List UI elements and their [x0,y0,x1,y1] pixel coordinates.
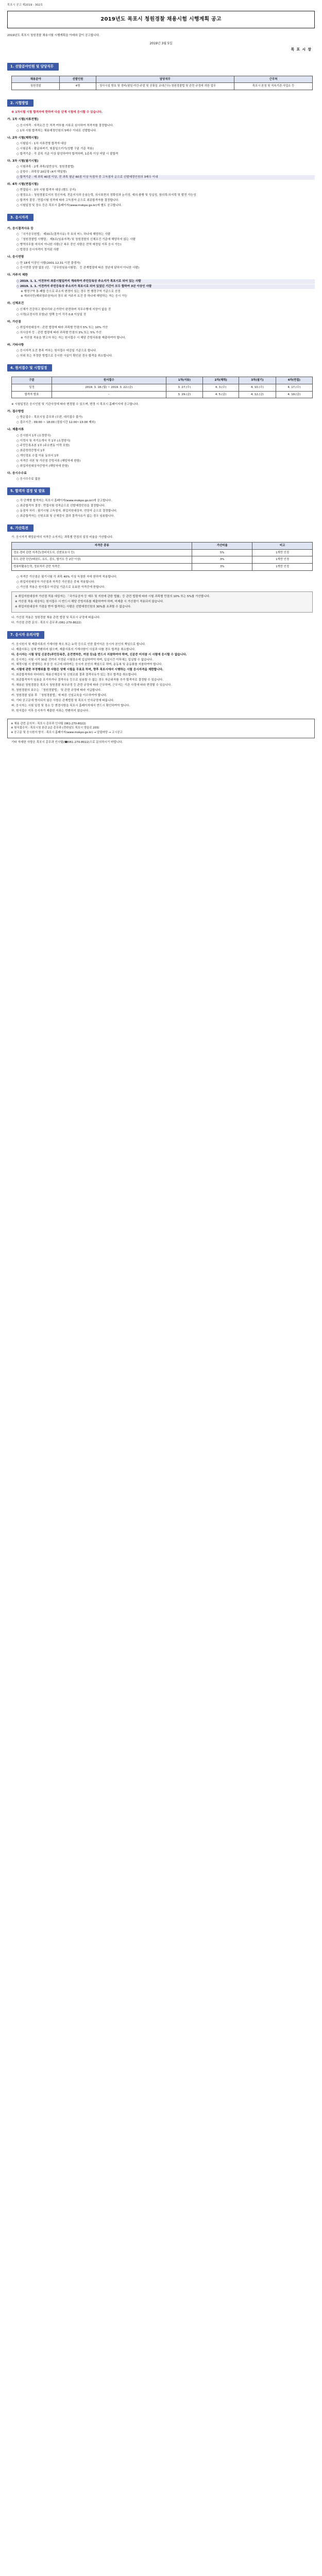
subsection-title: 나. 응시연령 [7,256,24,259]
list-item: 자. 채용된 청원경찰은 목포시 청원경찰 복무규정 등 관련 규정에 따라 근무하며, 근무지는 기관 사정에 따라 변경될 수 있습니다. [11,684,172,687]
list-item: ○ 자격증 사본 및 가산점 증빙서류 (해당자에 한함) [16,460,81,463]
list-item: ○ 2019. 1. 1. 이전부터 최종시험일까지 계속하여 주민등록상 주소지가 목포시로 되어 있는 사람 [16,279,315,284]
section-lead: ※ 1차시험 시험 합격자에 한하여 다음 단계 시험에 응시할 수 있습니다. [11,111,103,114]
list-item: ○ 「국가공무원법」 제33조(결격사유) 각 호의 어느 하나에 해당하는 사람 [16,233,111,236]
list-item: ○ 응시원서 1부 (소정양식) [16,434,51,437]
list-item: ○ 법령상 응시자격이 정지된 사람 [16,248,59,252]
positions-table-wrap [11,76,313,90]
notice-number: 목포시 공고 제2019 - 302호 [7,4,43,7]
list-item: ○ 시력(교정시력 포함)은 양쪽 눈이 각각 0.8 이상일 것 [16,313,87,316]
list-item: ○ 만 18세 이상인 사람(2001.12.31 이전 출생자) [16,261,80,265]
section-1 [7,58,315,90]
table-header: 3차(필기) [239,377,276,384]
table-cell: 컴퓨터활용능력, 정보처리 관련 자격증 [12,564,192,571]
table-cell: 1개만 인정 [252,556,313,564]
section-heading: 4. 원서접수 및 시험일정 [7,364,52,372]
table-row [12,549,313,556]
title-box [7,11,315,28]
list-item: ○ 최종합격자 결정 : 면접시험 성적순으로 선발예정인원을 결정합니다. [16,504,106,507]
list-item: ○ 자격증 가산점은 필기시험 각 과목 40% 이상 득점한 자에 한하여 적용합니다. [16,575,117,579]
table-header: 1차(서류) [166,377,202,384]
list-item: 나. 가산점 적용은 청원경찰 채용 관련 법령 및 목포시 규정에 따릅니다. [11,616,100,620]
section-5 [7,482,315,518]
table-header: 비고 [252,543,313,550]
list-item: ○ 합격기준 : 매 과목 40점 이상, 전 과목 평균 60점 이상 득점자 중 고득점자 순으로 선발예정인원의 3배수 이내 [16,175,315,180]
subsection-title: 나. 제출서류 [7,428,24,432]
contact-line: ※ 공고문 및 응시원서 양식 : 목포시 홈페이지(www.mokpo.go.kr) → 알림마당 → 고시공고 [11,731,123,735]
list-item: ○ 병역의무를 마치지 아니한 사람(군 복무 중인 사람은 전역 예정일 이후 응시 가능) [16,243,122,247]
table-cell: 4. 5.(금) [203,391,239,398]
bonus-note-box [11,591,313,613]
list-item: ○ 취업지원대상자 가산점과 자격증 가산점은 중복 적용합니다. [16,580,95,584]
subsection-title: 나. 2차 시험(체력시험) [7,136,39,140]
subsection-title: 다. 거주지 제한 [7,274,28,277]
table-row [12,564,313,571]
table-header: 담당직무 [96,76,234,83]
table-header: 4차(면접) [276,377,312,384]
table-cell: 경호·경비 관련 자격증(경비지도사, 신변보호사 등) [12,549,192,556]
list-item: 하. 원서접수 이후 응시자가 제출한 서류는 반환하지 않습니다. [11,709,90,713]
list-item: ○ 개인정보 수집 이용 동의서 1부 [16,454,59,458]
section-heading: 3. 응시자격 [7,214,33,222]
table-header: 채용분야 [12,76,60,83]
list-item: 아. 최종합격자가 임용을 포기하거나 결격사유 등으로 임용할 수 없는 경우 차순위자를 추가 합격자로 결정할 수 있습니다. [11,679,164,682]
note-line: ※ 취업지원대상자 가산점 적용 대상자는 「국가유공자 등 예우 및 지원에 관한 법률」등 관련 법령에 따라 시험 과목별 만점의 10% 또는 5%를 가산합니다. [15,595,210,599]
table-cell: 5% [192,549,252,556]
list-item: 마. 체력시험 시 발생하는 부상 등 사고에 대하여는 응시자 본인의 책임으로 하며, 운동복 및 운동화를 지참하여야 합니다. [11,663,163,667]
table-cell: 1개만 인정 [252,549,313,556]
notice-date: 2019년 3월 5일 [149,41,173,45]
list-item: ○ 1차 시험 합격자는 채용예정인원의 5배수 이내로 선발합니다. [16,129,97,132]
section-4 [7,359,315,482]
subsection-title: 다. 3차 시험(필기시험) [7,159,39,163]
list-item: 다. 가산점 관련 문의 : 목포시 총무과 (061-270-8022) [11,621,81,625]
section-heading: 5. 합격자 결정 및 발표 [7,487,50,495]
section-heading: 1. 선발분야인원 및 담당직무 [7,63,59,71]
subsection-title: 라. 신체조건 [7,302,24,306]
table-header-row [12,377,313,384]
table-cell: 청원경찰 [12,83,60,90]
table-cell: 3. 27.(수) [166,384,202,391]
list-item: ※ 행정구역 통·폐합 등으로 주소지 변경이 있는 경우 현 행정구역 기준으로 산정 [21,290,121,293]
list-item: ○ 평정요소 : 청원경찰로서의 정신자세, 전문지식과 응용능력, 의사표현의 정확성과 논리성, 예의·품행 및 성실성, 창의력·의지력 및 발전 가능성 [16,193,196,197]
list-item: 파. 응시자는 시험 일정 및 장소 등 변경사항을 목포시 홈페이지에서 반드시 확인하여야 합니다. [11,704,130,707]
table-cell: 목포시 본청 및 직속기관·사업소 등 [234,83,313,90]
list-item: ○ 취업지원대상자 : 관련 법령에 따라 과목별 만점의 5% 또는 10% 가산 [16,326,108,329]
list-item: ○ 응시수수료 없음 [16,478,41,481]
table-header: 자격증 종류 [12,543,192,550]
list-item: 다. 응시자는 시험 당일 신분증(주민등록증, 운전면허증, 여권 등)을 반드시 지참하여야 하며, 신분증 미지참 시 시험에 응시할 수 없습니다. [11,653,187,656]
section-heading: 2. 시험방법 [7,99,33,107]
list-item: 카. 청원경찰 임용 후 「청원경찰법」에 따른 신임교육을 이수하여야 합니다. [11,694,107,698]
subsection-title: 바. 기타사항 [7,343,24,347]
list-item: ○ 2019. 1. 1. 이전까지 주민등록상 주소지가 목포시로 되어 있었던 기간이 모두 합하여 3년 이상인 사람 [16,284,315,289]
note-line: ※ 취업지원대상자 가점을 받아 합격하는 사람은 선발예정인원의 30%를 초과할 수 없습니다. [15,605,131,609]
bonus-table-wrap [11,542,313,571]
list-item: 나. 제출서류는 일체 반환하지 않으며, 제출서류의 기재사항이 사실과 다를 경우 합격을 취소합니다. [11,648,136,651]
positions-table [11,76,313,90]
table-header-row [12,543,313,550]
table-cell: 4. 17.(수) [276,384,312,391]
schedule-note: ※ 시험일정은 응시인원 및 기관사정에 따라 변경될 수 있으며, 변경 시 목포시 홈페이지에 공고합니다. [11,403,139,406]
list-item: ○ 접수시간 : 09:00 ~ 18:00 (점심시간 12:00~13:00 제외) [16,421,96,425]
table-header: 근무처 [234,76,313,83]
table-cell: 4명 [60,83,96,90]
list-item: 사. 최종합격자라 하더라도 채용신체검사 및 신원조회 결과 결격사유가 있는 경우 합격을 취소합니다. [11,673,138,677]
list-item: 차. 청원경찰의 보수는 「청원경찰법」 및 관련 규정에 따라 지급합니다. [11,689,101,692]
list-item: 바. 시험에 관한 부정행위를 한 사람은 당해 시험을 무효로 하며, 향후 목포시에서 시행하는 시험 응시자격을 제한합니다. [11,668,163,672]
list-item: ○ 동점자 처리 : 필기시험 고득점자, 취업지원대상자, 연장자 순으로 결정합니다. [16,509,117,513]
list-item: ○ 「청원경찰법 시행령」 제3조(임용자격) 및 청원경찰의 신체조건 기준에 해당하지 않는 사람 [16,238,135,242]
schedule-table [11,377,313,398]
section-2 [7,94,315,208]
table-header: 구분 [12,377,52,384]
contact-line: ※ 채용 관련 문의처 : 목포시 총무과 인사팀 (061-270-8022) [11,722,86,725]
table-row [12,391,313,398]
list-item: 타. 기타 공고문에 명시되지 않은 사항은 관계법령 및 목포시 인사규정에 따릅니다. [11,699,114,703]
list-item: ○ 시험일시 : 1차 서류전형 합격자 대상 [16,142,66,145]
subsection-title: 마. 가산점 [7,320,21,324]
list-item: ※ 가산점 적용을 받고자 하는 자는 원서접수 시 해당 증빙서류를 제출하여야 합니다. [21,336,126,340]
list-item: ○ 문항수 : 과목당 20문항 (4지 택일형) [16,170,67,174]
section-7 [7,626,315,745]
list-item: ○ 의사상자 등 : 관련 법령에 따라 과목별 만점의 3% 또는 5% 가산 [16,331,101,334]
note-line: ※ 가산점 적용 대상자는 원서접수 시 반드시 해당 증빙서류를 제출하여야 하며, 미제출 시 가산점이 적용되지 않습니다. [15,600,164,604]
subsection-title: 가. 1차 시험(서류전형) [7,118,39,122]
list-item: ○ 면접일시 : 3차 시험 합격자 대상 (별도 공지) [16,188,76,192]
closing-text: 기타 자세한 사항은 목포시 총무과 인사팀(☎061-270-8022)으로 문의하시기 바랍니다. [11,740,123,744]
table-cell: 1개만 인정 [252,564,313,571]
list-item: ○ 최종합격자는 신원조회 및 신체검사 결과 결격사유가 없는 경우 임용합니다. [16,514,115,518]
list-item: 가. 응시원서 및 제출서류의 기재사항 착오 또는 누락 등으로 인한 불이익은 응시자 본인의 책임으로 합니다. [11,642,146,646]
table-cell: 합격자 발표 [12,391,52,398]
section-heading: 6. 가산특전 [7,524,33,532]
subsection-title: 가. 접수방법 [7,410,24,414]
list-item: ※ 재외국민(해외영주권자)의 경우 위 거주지 요건 중 하나에 해당하는 자는 응시 가능 [21,295,127,298]
subsection-title: 라. 4차 시험(면접시험) [7,182,39,186]
table-cell: 4. 19.(금) [276,391,312,398]
table-row [12,83,313,90]
list-item: ○ 각 단계별 합격자는 목포시 홈페이지(www.mokpo.go.kr)에 공고합니다. [16,499,112,502]
table-cell: 2019. 3. 18.(월) ~ 2019. 3. 22.(금) [52,384,166,391]
list-item: ○ 시험종목 : 팔굽혀펴기, 윗몸일으키기(성별 구분 기준 적용) [16,147,94,150]
table-cell: · 청사시설 방호 및 경비(평일·야간·주말 및 공휴일 교대근무)·청원경찰법 및 관련 규정에 의한 업무 [96,83,234,90]
table-cell: 4. 10.(수) [239,384,276,391]
issuing-org: 목 포 시 장 [291,47,312,52]
list-item: ○ 응시자격 · 자격요건 등 적격 여부를 서류로 심사하여 적격자를 결정합니다. [16,124,114,127]
list-item: ○ 취업지원대상자증명서 (해당자에 한함) [16,465,69,468]
list-item: ○ 가산점 적용은 원서접수 마감일 기준으로 유효한 자격증에 한합니다. [16,585,106,589]
contact-box [7,719,315,738]
bonus-table [11,542,313,571]
table-cell: 무도 관련 단증(태권도, 유도, 검도, 합기도 등 2단 이상) [12,556,192,564]
table-row [12,556,313,564]
table-header: 2차(체력) [203,377,239,384]
list-item: ○ 주민등록초본 1부 (주소변동 이력 포함) [16,444,70,448]
list-item: ○ 신체가 건강하고 팔다리와 손가락이 완전하며 직무수행에 지장이 없을 것 [16,308,111,311]
list-item: ○ 이력서 및 자기소개서 각 1부 (소정양식) [16,439,71,443]
section-3 [7,209,315,359]
table-header: 원서접수 [52,377,166,384]
list-item: ○ 합격기준 : 각 종목 기준 이상 달성하여야 합격하며, 1종목 이상 미달 시 불합격 [16,152,118,156]
table-cell: 3% [192,564,252,571]
list-item: ○ 합격자 결정 : 면접시험 성적에 따라 고득점자 순으로 최종합격자를 결정합니다. [16,198,120,202]
table-header: 가산비율 [192,543,252,550]
list-item: ○ 최종학력증명서 1부 [16,449,45,453]
list-item: 라. 응시자는 시험 시작 30분 전까지 지정된 시험장소에 입실하여야 하며, 입실시간 이후에는 입실할 수 없습니다. [11,658,154,662]
table-cell: 4. 3.(수) [203,384,239,391]
table-cell: 3% [192,556,252,564]
table-cell: - [52,391,166,398]
contact-line: ※ 원서접수처 : 목포시청 본관 2층 총무과 (전라남도 목포시 양을로 203) [11,726,99,730]
list-item: ○ 응시연령 상한 없음 (단, 「공무원임용시험령」 등 관계법령에 따른 정년에 달하지 아니한 사람) [16,266,140,270]
table-header-row [12,76,313,83]
list-item: ○ 방문접수 : 목포시청 총무과 (우편, 대리접수 불가) [16,416,83,419]
list-item: ○ 허위 또는 부정한 방법으로 응시한 사실이 확인된 경우 합격을 취소합니다. [16,354,113,358]
schedule-table-wrap [11,377,313,398]
table-cell: 3. 29.(금) [166,391,202,398]
section-6 [7,519,315,626]
list-item: ○ 시험일정 및 장소 등은 목포시 홈페이지(www.mokpo.go.kr)에 별도 공고합니다. [16,204,122,207]
subsection-title: 다. 응시수수료 [7,472,27,476]
table-cell: 일정 [12,384,52,391]
subsection-title: 가. 응시결격사유 등 [7,227,34,231]
table-cell: 4. 12.(금) [239,391,276,398]
section-heading: 7. 응시자 유의사항 [7,631,44,639]
section-lead: 가. 응시자격 해당분야의 자격증 소지자는 과목별 만점의 일정 비율을 가산합니다. [11,536,113,539]
list-item: ○ 응시자격 요건 충족 여부는 원서접수 마감일 기준으로 합니다. [16,349,97,352]
intro-text: 2019년도 목포시 청원경찰 채용시험 시행계획을 아래와 같이 공고합니다. [7,33,100,37]
list-item: ○ 시험과목 : 2개 과목(일반상식, 청원경찰법) [16,165,74,168]
table-header: 선발인원 [60,76,96,83]
page-title: 2019년도 목포시 청원경찰 채용시험 시행계획 공고 [100,16,222,22]
table-row [12,384,313,391]
